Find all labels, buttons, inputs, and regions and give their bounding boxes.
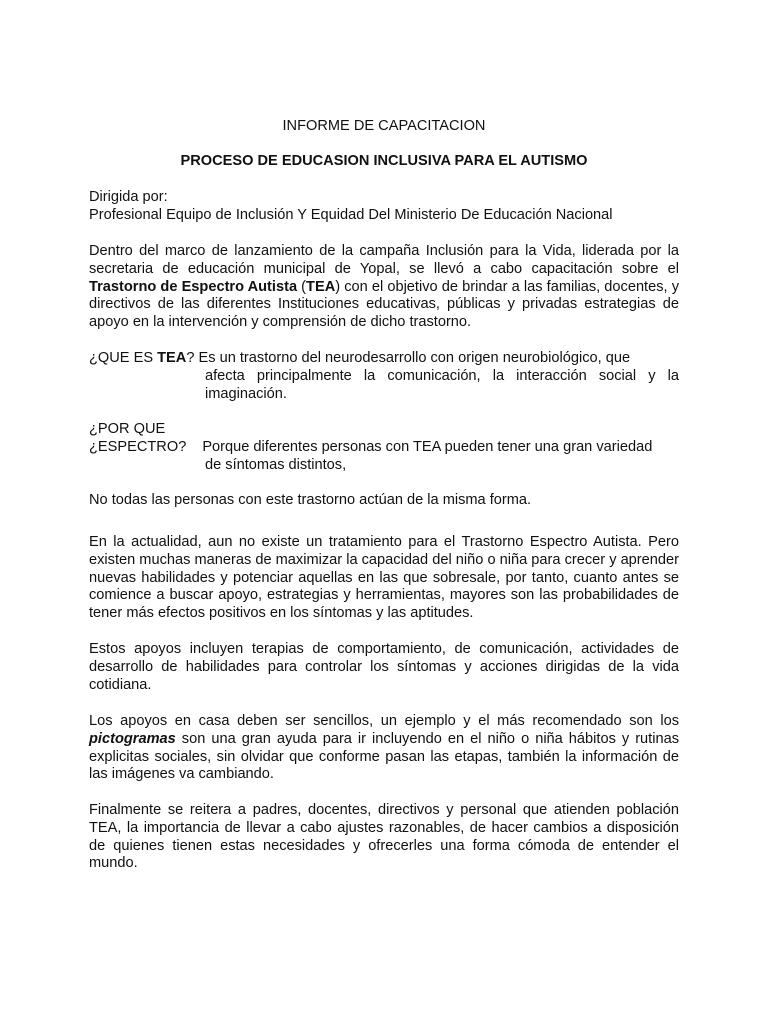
document-title: INFORME DE CAPACITACION	[282, 118, 486, 134]
paragraph-no-todas: No todas las personas con este trastorno actúan de la misma forma.	[89, 492, 532, 508]
casa-bold-italic-term: pictogramas	[89, 730, 176, 747]
paragraph-actualidad	[89, 534, 679, 623]
document-subtitle: PROCESO DE EDUCASION INCLUSIVA PARA EL AUTISMO	[180, 153, 588, 169]
casa-text-2: son una gran ayuda para ir incluyendo en el niño o niña hábitos y rutinas explicitas sociales, sin olvidar que conforme pasan las etapas, también la información de las imágenes va cambiando.	[89, 730, 679, 783]
directed-by-label: Dirigida por:	[89, 189, 168, 205]
intro-text-3: ) con el objetivo de brindar a las familias, docentes, y directivos de las diferentes Instituciones educativas, públicas y privadas estrategias de apoyo en la intervención y comprensión de dicho trastorno.	[89, 278, 679, 331]
directed-by-section	[89, 189, 679, 225]
que-es-text-rest: afecta principalmente la comunicación, la interacción social y la imaginación.	[205, 367, 679, 402]
intro-bold-term: Trastorno de Espectro Autista	[89, 278, 298, 295]
por-que-text-rest: de síntomas distintos,	[205, 456, 347, 473]
intro-bold-acronym: TEA	[306, 278, 336, 295]
por-que-line2: ¿ESPECTRO?	[89, 438, 187, 455]
intro-paragraph	[89, 243, 679, 332]
intro-text-2: (	[297, 278, 307, 295]
paragraph-actualidad-text: En la actualidad, aun no existe un tratamiento para el Trastorno Espectro Autista. Pero existen muchas maneras de maximizar la capacidad del niño o niña para crecer y aprender nuevas habilidades y potenciar aquellas en las que sobresale, por tanto, cuanto antes se comience a buscar apoyo, estrategias y herramientas, mayores son las probabilidades de tener más efectos positivos en los síntomas y las aptitudes.	[89, 534, 679, 622]
que-es-suffix: ?	[186, 350, 195, 366]
por-que-text-first: Porque diferentes personas con TEA pueden tener una gran variedad	[202, 438, 653, 455]
paragraph-apoyos	[89, 641, 679, 694]
por-que-definition	[89, 421, 679, 474]
paragraph-casa	[89, 713, 679, 784]
intro-text-1: Dentro del marco de lanzamiento de la campaña Inclusión para la Vida, liderada por la secretaria de educación municipal de Yopal, se llevó a cabo capacitación sobre el	[89, 243, 679, 277]
paragraph-final-text: Finalmente se reitera a padres, docentes, directivos y personal que atienden población TEA, la importancia de llevar a cabo ajustes razonables, de hacer cambios a disposición de quienes tienen estas necesidades y ofrecerles una forma cómoda de entender el mundo.	[89, 802, 679, 872]
que-es-definition	[89, 350, 679, 403]
que-es-text-first: Es un trastorno del neurodesarrollo con origen neurobiológico, que	[198, 350, 631, 366]
que-es-bold: TEA	[157, 350, 187, 366]
directed-by-value: Profesional Equipo de Inclusión Y Equidad Del Ministerio De Educación Nacional	[89, 206, 613, 223]
casa-text-1: Los apoyos en casa deben ser sencillos, un ejemplo y el más recomendado son los	[89, 713, 679, 729]
paragraph-final	[89, 802, 679, 873]
por-que-line1: ¿POR QUE	[89, 421, 166, 437]
paragraph-apoyos-text: Estos apoyos incluyen terapias de comportamiento, de comunicación, actividades de desarrollo de habilidades para controlar los síntomas y acciones dirigidas de la vida cotidiana.	[89, 641, 679, 693]
que-es-prefix: ¿QUE ES	[89, 350, 158, 366]
